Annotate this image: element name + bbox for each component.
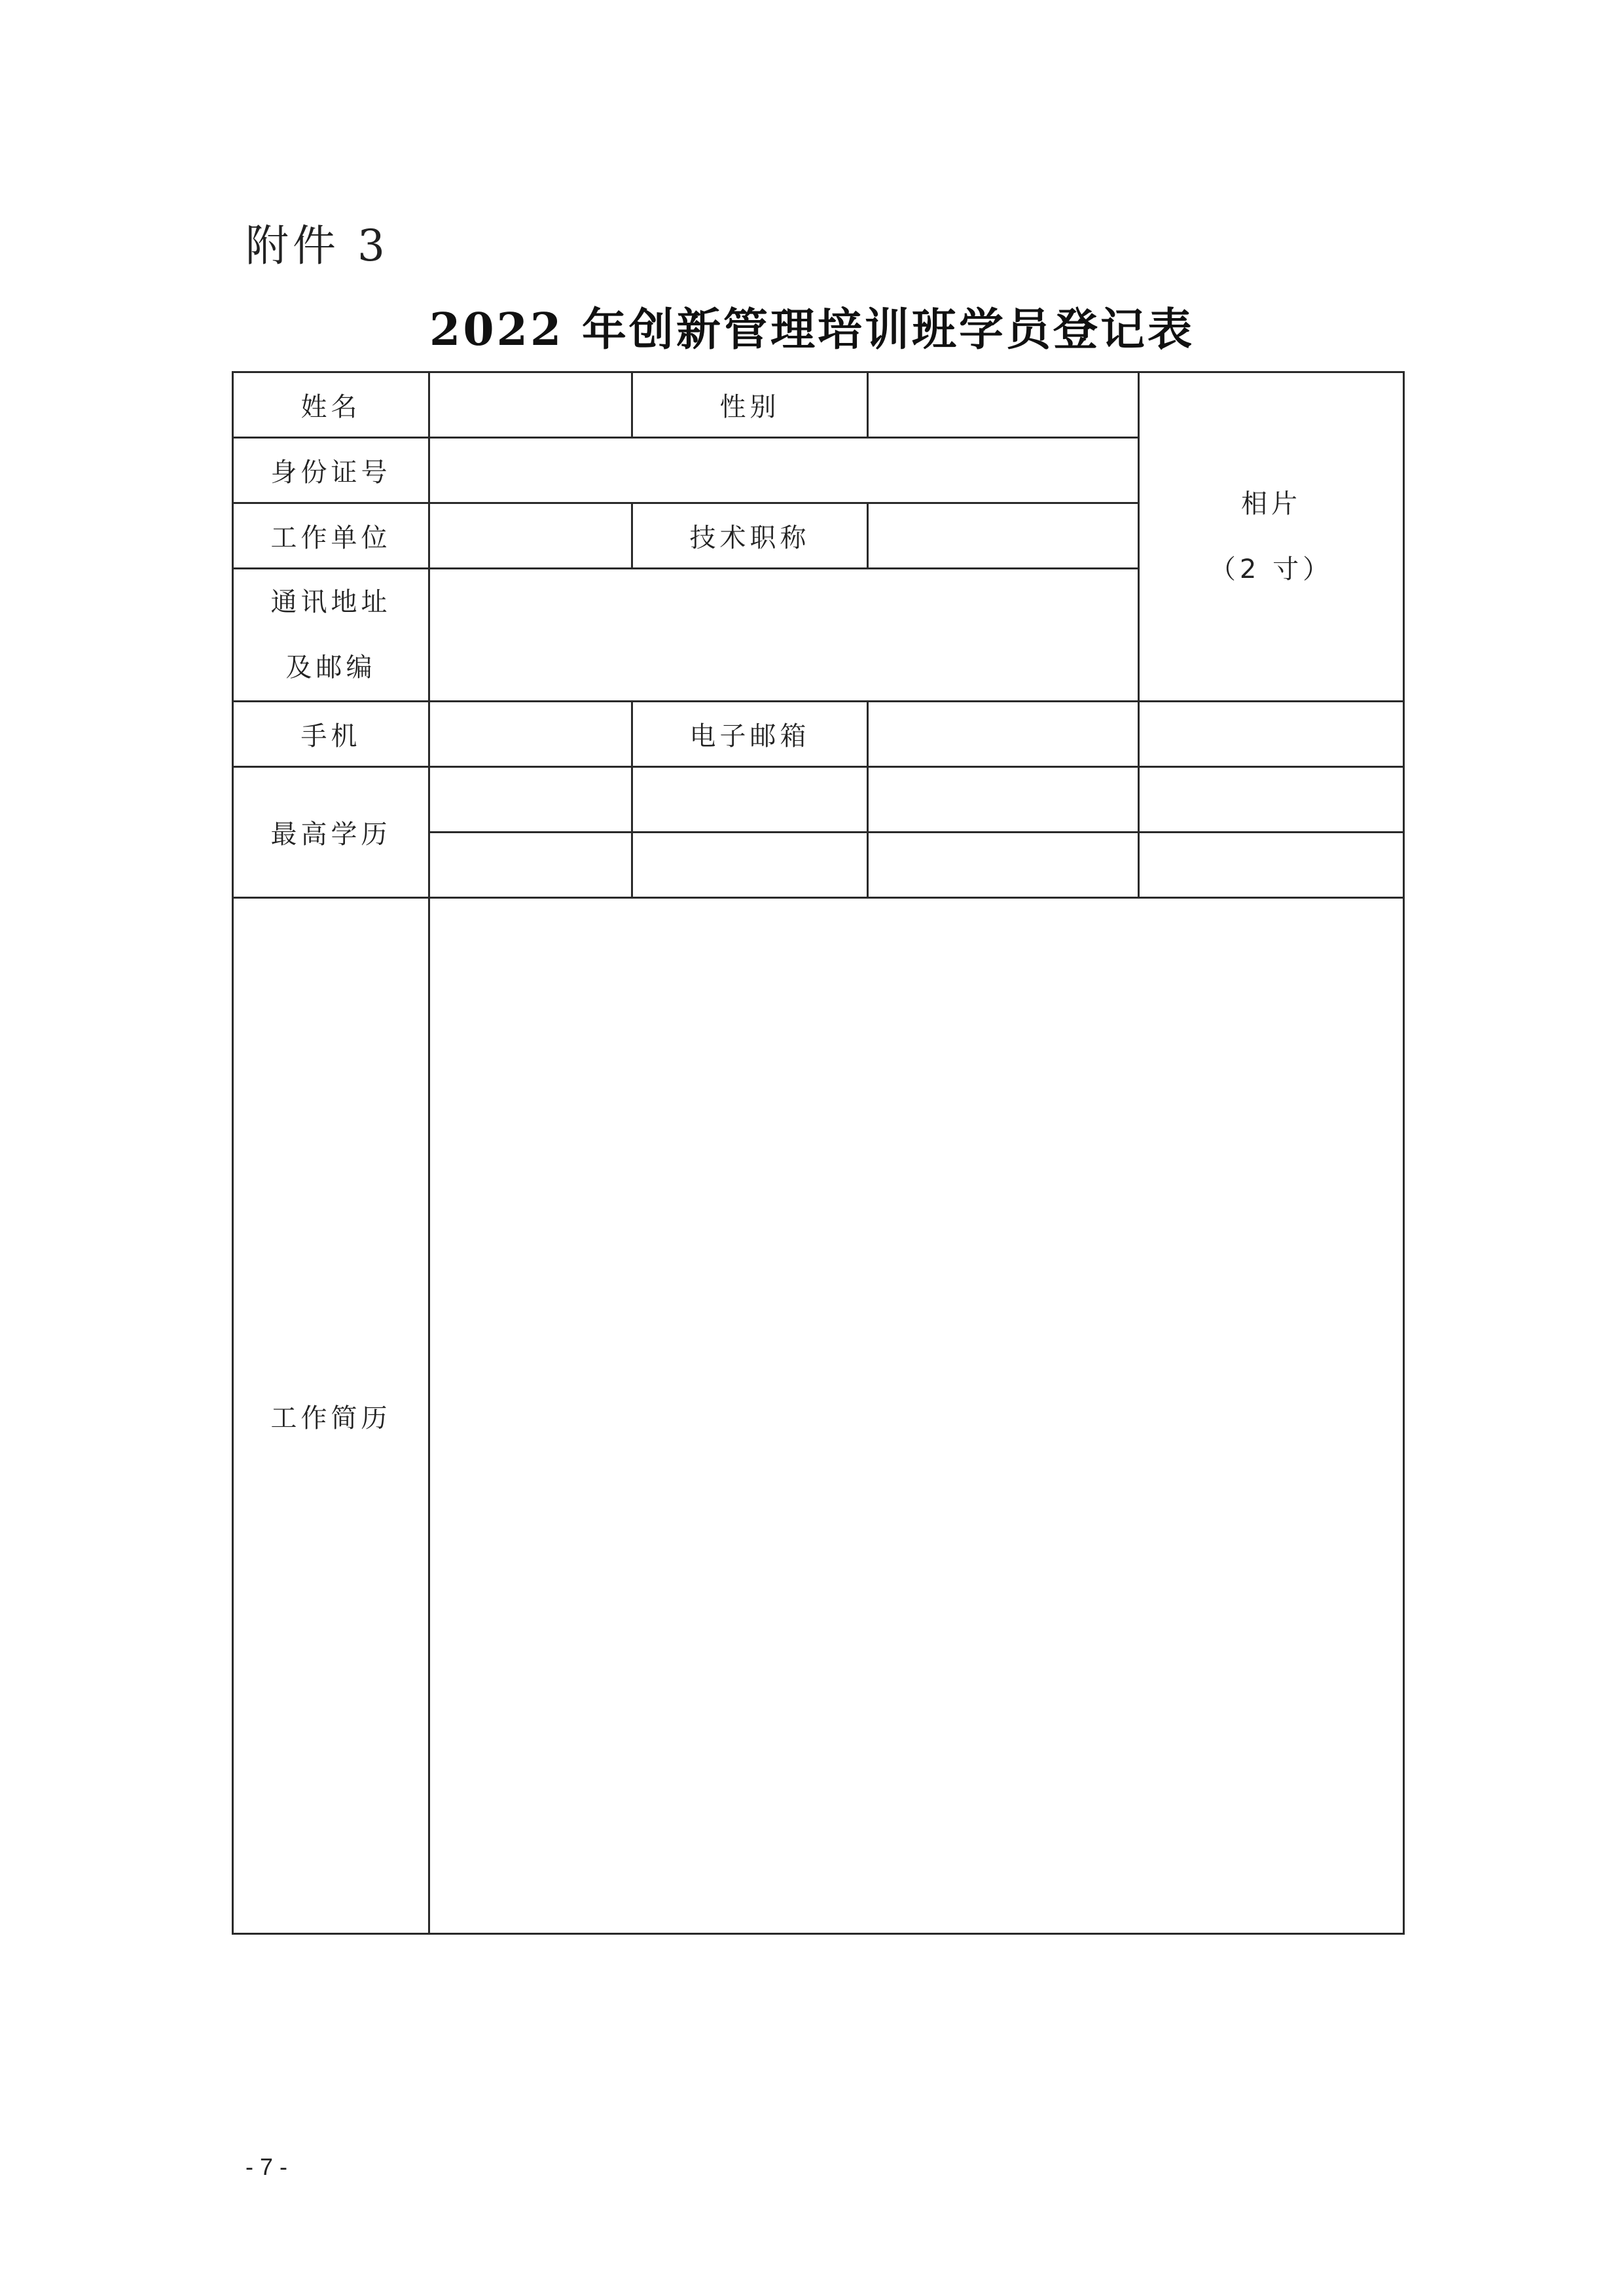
gender-label: 性别 (632, 372, 868, 438)
address-label: 通讯地址 (270, 587, 391, 617)
attachment-label: 附件 3 (245, 221, 389, 271)
email-field[interactable] (868, 702, 1139, 767)
name-field[interactable] (429, 372, 632, 438)
gender-field[interactable] (868, 372, 1139, 438)
postcode-label: 及邮编 (285, 653, 376, 683)
work-history-label: 工作简历 (233, 898, 429, 1934)
employer-field[interactable] (429, 503, 632, 569)
technical-title-label: 技术职称 (632, 503, 868, 569)
technical-title-field[interactable] (868, 503, 1139, 569)
education-field[interactable] (868, 767, 1139, 833)
email-extra-field[interactable] (1139, 702, 1404, 767)
mobile-label: 手机 (233, 702, 429, 767)
employer-label: 工作单位 (233, 503, 429, 569)
education-field[interactable] (1139, 833, 1404, 898)
work-history-field[interactable] (429, 898, 1404, 1934)
email-label: 电子邮箱 (632, 702, 868, 767)
education-field[interactable] (1139, 767, 1404, 833)
address-label-cell (233, 569, 429, 702)
page-number: - 7 - (245, 2153, 288, 2180)
name-label: 姓名 (233, 372, 429, 438)
photo-label: 相片 (1241, 489, 1301, 519)
registration-form-table (232, 371, 1405, 1935)
education-field[interactable] (429, 833, 632, 898)
education-field[interactable] (429, 767, 632, 833)
photo-size-label: （2 寸） (1209, 554, 1333, 584)
education-field[interactable] (632, 833, 868, 898)
id-number-label: 身份证号 (233, 438, 429, 503)
mobile-field[interactable] (429, 702, 632, 767)
education-field[interactable] (868, 833, 1139, 898)
education-field[interactable] (632, 767, 868, 833)
address-field[interactable] (429, 569, 1139, 702)
form-title: 2022 年创新管理培训班学员登记表 (429, 304, 1195, 356)
education-label: 最高学历 (233, 767, 429, 898)
id-number-field[interactable] (429, 438, 1139, 503)
photo-box[interactable] (1139, 372, 1404, 702)
